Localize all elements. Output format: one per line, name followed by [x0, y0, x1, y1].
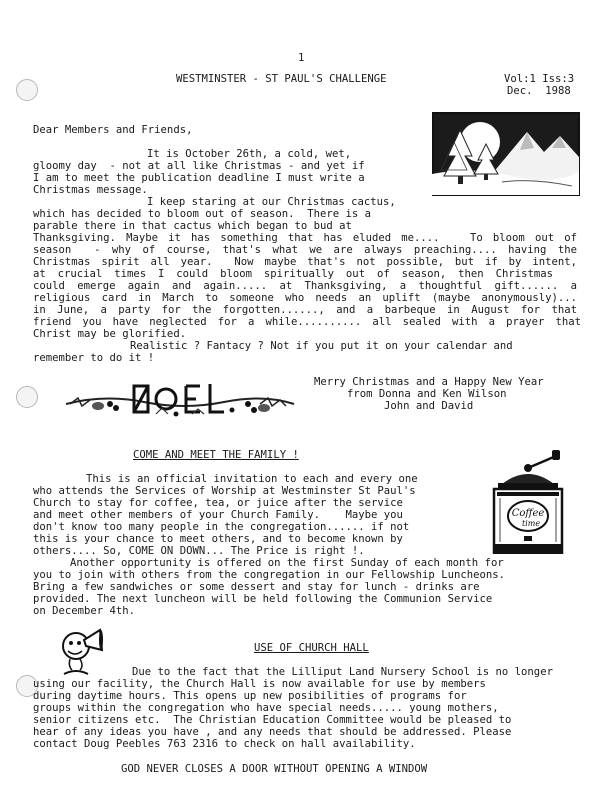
megaphone-character-illustration [58, 624, 104, 680]
salutation: Dear Members and Friends, [33, 124, 193, 136]
grinder-label-coffee: Coffee [511, 508, 545, 519]
family-line: this is your chance to meet others, and to become known by [33, 533, 403, 545]
family-line: others.... So, COME ON DOWN... The Price is right !. [33, 545, 365, 557]
hall-line: groups within the congregation who have special needs..... young mothers, [33, 702, 499, 714]
family-line: on December 4th. [33, 605, 136, 617]
letter-line: in June, a party for the forgotten......, and a barbeque in August for that [33, 304, 577, 316]
letter-line: parable there in that cactus which began to bud at [33, 220, 352, 232]
family-line: Church to stay for coffee, tea, or juice after the service [33, 497, 403, 509]
volume-issue: Vol:1 Iss:3 [504, 73, 575, 85]
family-line: Another opportunity is offered on the first Sunday of each month for [70, 557, 504, 569]
family-line: don't know too many people in the congregation...... if not [33, 521, 410, 533]
signoff-line: Merry Christmas and a Happy New Year [314, 376, 544, 388]
letter-line: I keep staring at our Christmas cactus, [147, 196, 396, 208]
noel-holly-banner [64, 380, 296, 418]
family-line: provided. The next luncheon will be held following the Communion Service [33, 593, 493, 605]
letter-line: at crucial times I could bloom spiritually out of season, then Christmas [33, 268, 553, 280]
coffee-grinder-illustration [484, 450, 572, 554]
hall-line: Due to the fact that the Lilliput Land Nursery School is no longer [132, 666, 553, 678]
newsletter-title: WESTMINSTER - ST PAUL'S CHALLENGE [176, 73, 387, 85]
letter-line: Christmas message. [33, 184, 148, 196]
family-line: who attends the Services of Worship at Westminster St Paul's [33, 485, 416, 497]
binder-hole-top [16, 79, 38, 101]
letter-line: Christmas spirit all year. Now maybe that's not possible, but if by intent, [33, 256, 577, 268]
letter-line: could emerge again and again..... at Thanksgiving, a thoughtful gift...... a [33, 280, 577, 292]
grinder-label-time: time [521, 519, 541, 528]
letter-line: gloomy day - not at all like Christmas - and yet if [33, 160, 365, 172]
family-line: Bring a few sandwiches or some dessert and stay for lunch - drinks are [33, 581, 480, 593]
hall-line: senior citizens etc. The Christian Education Committee would be pleased to [33, 714, 512, 726]
footer-motto: GOD NEVER CLOSES A DOOR WITHOUT OPENING A WINDOW [121, 763, 428, 775]
letter-line: Realistic ? Fantacy ? Not if you put it on your calendar and [130, 340, 513, 352]
page-number: 1 [298, 52, 305, 64]
signoff-line: from Donna and Ken Wilson [347, 388, 507, 400]
letter-line: Christ may be glorified. [33, 328, 187, 340]
letter-line: which has decided to bloom out of season. There is a [33, 208, 372, 220]
letter-line: season - why of course, that's what we are always preaching.... having the [33, 244, 577, 256]
family-line: This is an official invitation to each and every one [86, 473, 418, 485]
signoff-line: John and David [384, 400, 474, 412]
hall-line: using our facility, the Church Hall is now available for use by members [33, 678, 486, 690]
letter-line: I am to meet the publication deadline I must write a [33, 172, 365, 184]
letter-line: friend you have neglected for a while.......... all sealed with a prayer that [33, 316, 581, 328]
letter-line: It is October 26th, a cold, wet, [147, 148, 352, 160]
hall-line: hear of any ideas you have , and any needs that should be addressed. Please [33, 726, 512, 738]
letter-line: Thanksgiving. Maybe it has something that has eluded me.... To bloom out of [33, 232, 577, 244]
hall-line: contact Doug Peebles 763 2316 to check on hall availability. [33, 738, 416, 750]
letter-line: religious card in March to someone who needs an uplift (maybe anonymously)... [33, 292, 577, 304]
letter-line: remember to do it ! [33, 352, 155, 364]
family-line: you to join with others from the congregation in our Fellowship Luncheons. [33, 569, 505, 581]
family-heading: COME AND MEET THE FAMILY ! [133, 449, 299, 461]
hall-heading: USE OF CHURCH HALL [254, 642, 369, 654]
winter-scene-illustration [432, 112, 580, 196]
family-line: and meet other members of your Church Family. Maybe you [33, 509, 403, 521]
issue-date: Dec. 1988 [507, 85, 571, 97]
binder-hole-middle [16, 386, 38, 408]
hall-line: during daytime hours. This opens up new posibilities of programs for [33, 690, 467, 702]
